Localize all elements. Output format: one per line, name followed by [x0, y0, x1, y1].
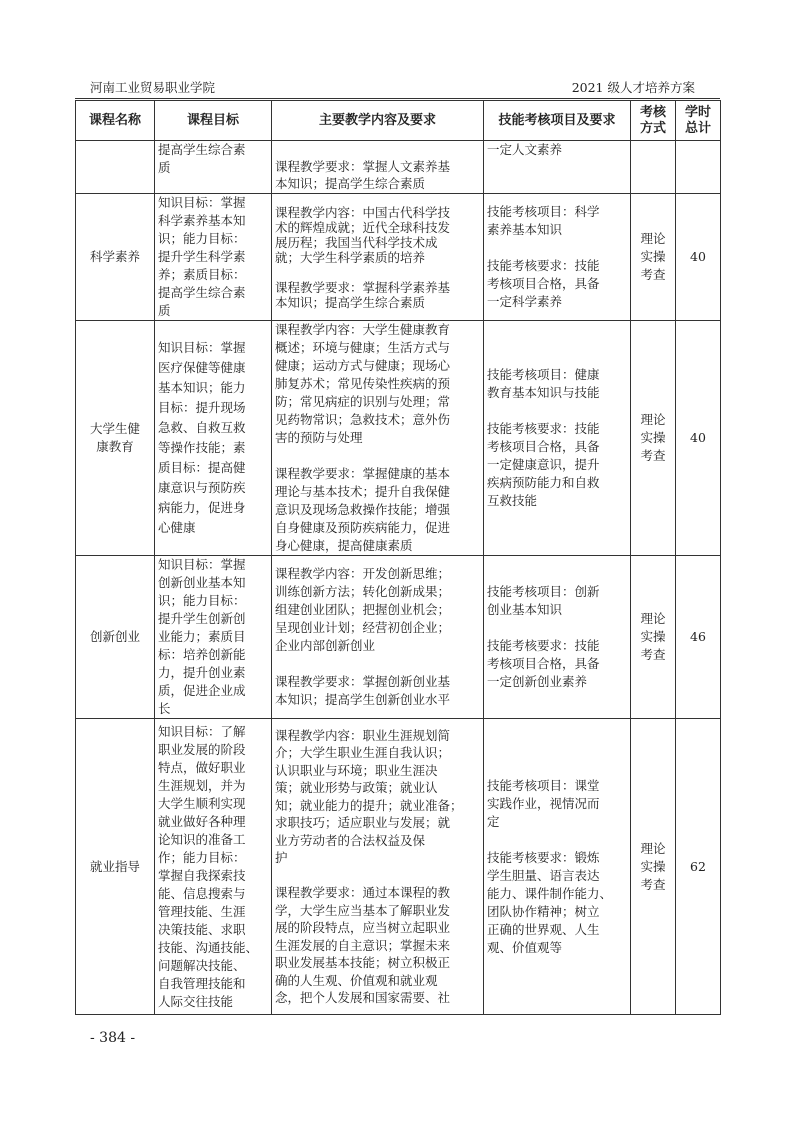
- total-hours: 62: [676, 719, 721, 1015]
- col-header-assessment-method: 考核 方式: [631, 101, 676, 141]
- course-goal: 知识目标：掌握 创新创业基本知 识；能力目标： 提升学生创新创 业能力；素质目 标：培养创新能 力，提升创业素 质，促进企业成 长: [155, 556, 272, 719]
- col-header-course-name: 课程名称: [76, 101, 155, 141]
- course-goal: 知识目标：了解 职业发展的阶段 特点，做好职业 生涯规划，并为 大学生顺利实现 就业做好各种理 论知识的准备工 作；能力目标： 掌握自我探索技 能、信息搜索与 管理技能、生涯 决策技能、求职 技能、沟通技能、 问题解决技能、 自我管理技能和 人际交往技能: [155, 719, 272, 1015]
- total-hours: 40: [676, 194, 721, 321]
- skill-assessment: 一定人文素养: [484, 141, 631, 194]
- total-hours: 46: [676, 556, 721, 719]
- teaching-content: 课程教学要求：掌握人文素养基 本知识；提高学生综合素质: [272, 141, 484, 194]
- assessment-method: 理论 实操 考查: [631, 556, 676, 719]
- total-hours: 40: [676, 321, 721, 556]
- table-row: [76, 141, 721, 194]
- course-name: 大学生健 康教育: [76, 321, 155, 556]
- teaching-content: 课程教学内容：职业生涯规划简 介；大学生职业生涯自我认识； 认识职业与环境；职业生涯决 策；就业形势与政策；就业认 知；就业能力的提升；就业准备； 求职技巧；适应职业与发展；就 业方劳动者的合法权益及保 护 课程教学要求：通过本课程的教 学，大学生应当基本了解职业发 展的阶段特点，应当树立起职业 生涯发展的自主意识；掌握未来 职业发展基本技能；树立积极正 确的人生观、价值观和就业观 念，把个人发展和国家需要、社: [272, 719, 484, 1015]
- course-goal: 知识目标：掌握 科学素养基本知 识；能力目标： 提升学生科学素 养；素质目标： 提高学生综合素 质: [155, 194, 272, 321]
- total-hours: [676, 141, 721, 194]
- col-header-teaching-content: 主要教学内容及要求: [272, 101, 484, 141]
- course-goal: 提高学生综合素 质: [155, 141, 272, 194]
- col-header-skill-assessment: 技能考核项目及要求: [484, 101, 631, 141]
- table-row: [76, 719, 721, 1015]
- col-header-total-hours: 学时 总计: [676, 101, 721, 141]
- assessment-method: [631, 141, 676, 194]
- skill-assessment: 技能考核项目：创新 创业基本知识 技能考核要求：技能 考核项目合格，具备 一定创新创业素养: [484, 556, 631, 719]
- assessment-method: 理论 实操 考查: [631, 719, 676, 1015]
- course-name: 就业指导: [76, 719, 155, 1015]
- course-name: 创新创业: [76, 556, 155, 719]
- course-goal: 知识目标：掌握 医疗保健等健康 基本知识；能力 目标：提升现场 急救、自救互救 等操作技能；素 质目标：提高健 康意识与预防疾 病能力，促进身 心健康: [155, 321, 272, 556]
- table-row: [76, 321, 721, 556]
- skill-assessment: 技能考核项目：科学 素养基本知识 技能考核要求：技能 考核项目合格，具备 一定科学素养: [484, 194, 631, 321]
- course-name: [76, 141, 155, 194]
- assessment-method: 理论 实操 考查: [631, 321, 676, 556]
- skill-assessment: 技能考核项目：课堂 实践作业，视情况而 定 技能考核要求：锻炼 学生胆量、语言表达 能力、课件制作能力、 团队协作精神；树立 正确的世界观、人生 观、价值观等: [484, 719, 631, 1015]
- course-name: 科学素养: [76, 194, 155, 321]
- table-row: [76, 194, 721, 321]
- table-row: [76, 556, 721, 719]
- curriculum-table: [75, 100, 721, 1015]
- teaching-content: 课程教学内容：大学生健康教育 概述；环境与健康；生活方式与 健康；运动方式与健康；现场心 肺复苏术；常见传染性疾病的预 防；常见病症的识别与处理；常 见药物常识；急救技术；意外伤 害的预防与处理 课程教学要求：掌握健康的基本 理论与基本技术；提升自我保健 意识及现场急救操作技能；增强 自身健康及预防疾病能力，促进 身心健康，提高健康素质: [272, 321, 484, 556]
- teaching-content: 课程教学内容：中国古代科学技 术的辉煌成就；近代全球科技发 展历程；我国当代科学技术成 就；大学生科学素质的培养 课程教学要求：掌握科学素养基 本知识；提高学生综合素质: [272, 194, 484, 321]
- skill-assessment: 技能考核项目：健康 教育基本知识与技能 技能考核要求：技能 考核项目合格，具备 一定健康意识，提升 疾病预防能力和自救 互救技能: [484, 321, 631, 556]
- teaching-content: 课程教学内容：开发创新思维； 训练创新方法；转化创新成果； 组建创业团队；把握创业机会； 呈现创业计划；经营初创企业； 企业内部创新创业 课程教学要求：掌握创新创业基 本知识；提高学生创新创业水平: [272, 556, 484, 719]
- header-school-name: 河南工业贸易职业学院: [90, 80, 216, 95]
- header-rule: [75, 98, 720, 99]
- page-number: - 384 -: [90, 1030, 136, 1046]
- table-header-row: [76, 101, 721, 141]
- header-plan-title: 2021 级人才培养方案: [571, 80, 695, 95]
- assessment-method: 理论 实操 考查: [631, 194, 676, 321]
- col-header-course-goal: 课程目标: [155, 101, 272, 141]
